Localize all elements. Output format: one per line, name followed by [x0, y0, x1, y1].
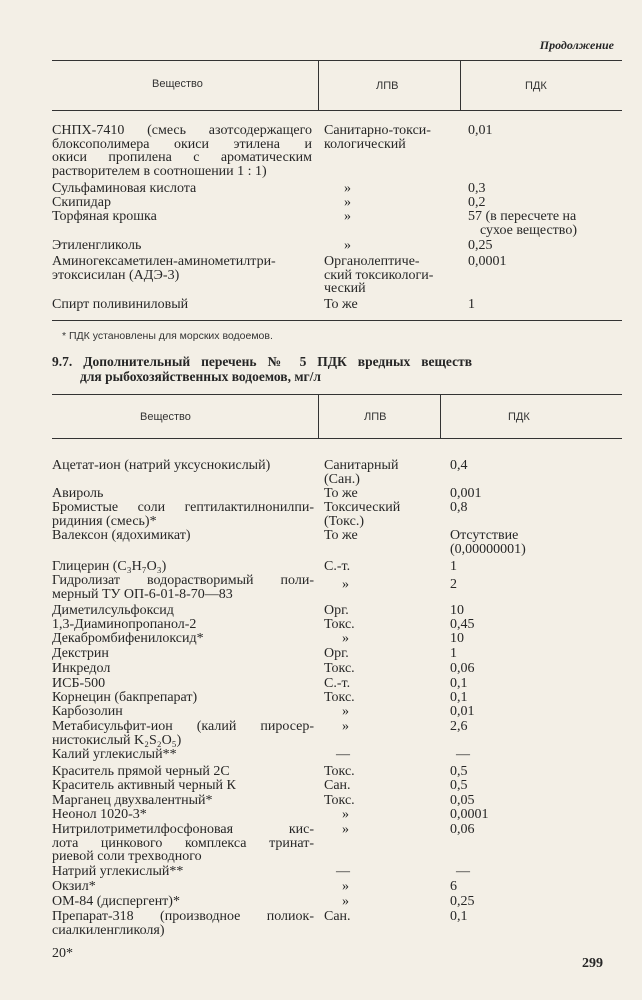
lpv-cell: Сан. [324, 778, 351, 793]
substance-cell: Неонол 1020-3* [52, 807, 147, 822]
table1-header-lpv: ЛПВ [376, 80, 399, 92]
table2-header-lpv: ЛПВ [364, 411, 387, 423]
pdk-cell: 10 [450, 603, 464, 618]
lpv-cell: Орг. [324, 646, 349, 661]
substance-cell [52, 720, 314, 747]
substance-cell [52, 910, 314, 937]
lpv-line: ческий [324, 281, 366, 296]
lpv-cell: Токс. [324, 661, 355, 676]
substance-line: Гидролизат водорастворимый поли- [52, 573, 314, 588]
pdk-cell: 10 [450, 631, 464, 646]
pdk-line: 57 (в пересчете на [468, 209, 577, 224]
pdk-line: Отсутствие [450, 528, 519, 543]
lpv-cell: » [342, 631, 349, 646]
lpv-cell [324, 459, 398, 486]
page-number: 299 [582, 956, 603, 971]
lpv-cell: » [342, 704, 349, 719]
pdk-cell: 0,06 [450, 822, 475, 837]
substance-cell: Натрий углекислый** [52, 864, 184, 879]
lpv-cell: Токс. [324, 617, 355, 632]
pdk-cell: 1 [450, 646, 457, 661]
substance-cell: ОМ-84 (диспергент)* [52, 894, 180, 909]
substance-cell: Декабромбифенилоксид* [52, 631, 204, 646]
lpv-cell: Сан. [324, 909, 351, 924]
lpv-cell: Токс. [324, 690, 355, 705]
substance-cell: 1,3-Диаминопропанол-2 [52, 617, 197, 632]
lpv-line: (Токс.) [324, 513, 364, 529]
lpv-cell: То же [324, 297, 358, 312]
lpv-line: Санитарный [324, 458, 399, 473]
substance-line: сиалкиленгликоля) [52, 922, 165, 938]
substance-cell: Калий углекислый** [52, 747, 177, 762]
lpv-cell: С.-т. [324, 559, 351, 574]
pdk-line: сухое вещество) [480, 222, 577, 238]
pdk-cell [450, 529, 526, 556]
substance-line: риевой соли трехводного [52, 849, 202, 864]
lpv-cell: То же [324, 486, 358, 501]
substance-line: Бромистые соли гептилактилнонилпи- [52, 500, 314, 515]
pdk-cell: 1 [468, 297, 475, 312]
substance-cell: Сульфаминовая кислота [52, 181, 197, 196]
substance-cell [52, 574, 314, 601]
section-title [52, 354, 472, 384]
table2-header-substance: Вещество [140, 411, 191, 423]
pdk-cell: 0,001 [450, 486, 482, 501]
pdk-line: 0,01 [468, 123, 493, 138]
pdk-cell: 0,2 [468, 195, 486, 210]
table1-header-rule [52, 110, 622, 111]
table2-col-divider-1 [318, 394, 319, 438]
substance-cell: Скипидар [52, 195, 111, 210]
pdk-cell: 0,25 [468, 238, 493, 253]
pdk-line: (0,00000001) [450, 541, 526, 557]
table2-top-rule [52, 394, 622, 395]
substance-cell: Спирт поливиниловый [52, 297, 189, 312]
substance-cell: Диметилсульфоксид [52, 603, 174, 618]
lpv-cell: » [342, 807, 349, 822]
substance-line: растворителем в соотношении 1 : 1) [52, 163, 267, 179]
lpv-cell: — [336, 747, 350, 762]
substance-line: Препарат-318 (производное полиок- [52, 909, 314, 924]
table1-bottom-rule [52, 320, 622, 321]
pdk-cell: — [456, 864, 470, 879]
table2-col-divider-2 [440, 394, 441, 438]
lpv-cell: » [342, 879, 349, 894]
substance-cell [52, 501, 314, 528]
substance-cell: Этиленгликоль [52, 238, 142, 253]
pdk-cell: 0,1 [450, 676, 468, 691]
substance-line: этоксисилан (АДЭ-3) [52, 267, 180, 283]
substance-cell [52, 124, 312, 178]
substance-line: Метабисульфит-ион (калий пиросер- [52, 719, 314, 734]
substance-line: нистокислый K₂S₂O₅) [52, 732, 182, 748]
lpv-cell: » [342, 577, 349, 592]
table1-top-rule [52, 60, 622, 61]
pdk-cell: 0,8 [450, 500, 468, 515]
lpv-line: Токсический [324, 500, 401, 515]
substance-line: Нитрилотриметилфосфоновая кис- [52, 822, 314, 837]
lpv-cell: Токс. [324, 764, 355, 779]
pdk-cell: 0,5 [450, 764, 468, 779]
pdk-cell: 0,3 [468, 181, 486, 196]
substance-cell: Краситель прямой черный 2С [52, 764, 230, 779]
pdk-cell: 0,0001 [450, 807, 489, 822]
pdk-cell [468, 210, 577, 237]
lpv-cell: То же [324, 528, 358, 543]
lpv-cell: » [342, 822, 349, 837]
continuation-label: Продолжение [539, 38, 614, 52]
lpv-cell [324, 501, 400, 528]
substance-cell: Валексон (ядохимикат) [52, 528, 191, 543]
lpv-cell: » [342, 894, 349, 909]
lpv-cell: Орг. [324, 603, 349, 618]
substance-line: мерный ТУ ОП-6-01-8-70—83 [52, 586, 233, 602]
substance-cell [52, 823, 314, 864]
pdk-cell: 6 [450, 879, 457, 894]
pdk-cell [468, 124, 493, 138]
lpv-line: (Сан.) [324, 471, 360, 487]
substance-cell [52, 255, 312, 282]
lpv-line: ский токсикологи- [324, 267, 434, 283]
lpv-line: Органолептиче- [324, 254, 420, 269]
section-title-line: 9.7. Дополнительный перечень № 5 ПДК вредных веществ [52, 354, 472, 369]
substance-line: Аминогексаметилен-аминометилтри- [52, 254, 276, 269]
pdk-cell: 0,5 [450, 778, 468, 793]
section-title-line: для рыбохозяйственных водоемов, мг/л [80, 369, 321, 384]
substance-cell: Инкредол [52, 661, 111, 676]
lpv-cell: С.-т. [324, 676, 351, 691]
substance-cell: Марганец двухвалентный* [52, 793, 213, 808]
pdk-cell: 2,6 [450, 719, 468, 734]
lpv-cell: » [344, 195, 351, 210]
substance-line: окиси пропилена с ароматическим [52, 150, 312, 165]
lpv-line: кологический [324, 136, 406, 152]
pdk-cell: 0,1 [450, 690, 468, 705]
substance-cell: Авироль [52, 486, 104, 501]
lpv-line: Санитарно-токси- [324, 123, 431, 138]
pdk-cell: 0,01 [450, 704, 475, 719]
substance-line: ридиния (смесь)* [52, 513, 157, 529]
table1-header-substance: Вещество [152, 78, 203, 90]
pdk-cell: 2 [450, 577, 457, 592]
table1-col-divider-1 [318, 60, 319, 110]
substance-cell: Декстрин [52, 646, 109, 661]
pdk-cell: 1 [450, 559, 457, 574]
lpv-cell: » [342, 719, 349, 734]
table2-header-rule [52, 438, 622, 439]
pdk-cell: — [456, 747, 470, 762]
lpv-cell: » [344, 238, 351, 253]
lpv-cell [324, 255, 433, 296]
pdk-cell: 0,1 [450, 909, 468, 924]
substance-cell: Окзил* [52, 879, 96, 894]
substance-line: лота цинкового комплекса тринат- [52, 835, 314, 851]
pdk-cell: 0,05 [450, 793, 475, 808]
substance-cell: ИСБ-500 [52, 676, 106, 691]
pdk-cell: 0,4 [450, 458, 468, 473]
table1-header-pdk: ПДК [525, 80, 547, 92]
table2-header-pdk: ПДК [508, 411, 530, 423]
pdk-cell: 0,45 [450, 617, 475, 632]
substance-line: СНПХ-7410 (смесь азотсодержащего [52, 123, 312, 138]
table1-col-divider-2 [460, 60, 461, 110]
substance-cell: Краситель активный черный К [52, 778, 236, 793]
pdk-cell: 0,25 [450, 894, 475, 909]
substance-cell: Корнецин (бакпрепарат) [52, 690, 198, 705]
printer-signature-mark: 20* [52, 946, 73, 961]
pdk-cell: 0,0001 [468, 254, 507, 269]
lpv-cell: » [344, 209, 351, 224]
substance-line: блоксополимера окиси этилена и [52, 136, 312, 152]
lpv-cell: » [344, 181, 351, 196]
footnote: * ПДК установлены для морских водоемов. [62, 330, 273, 342]
lpv-cell: — [336, 864, 350, 879]
substance-cell: Глицерин (C₃H₇O₃) [52, 559, 167, 574]
pdk-cell: 0,06 [450, 661, 475, 676]
lpv-cell [324, 124, 431, 151]
substance-cell: Торфяная крошка [52, 209, 157, 224]
substance-cell: Ацетат-ион (натрий уксуснокислый) [52, 458, 271, 473]
lpv-cell: Токс. [324, 793, 355, 808]
substance-cell: Карбозолин [52, 704, 123, 719]
